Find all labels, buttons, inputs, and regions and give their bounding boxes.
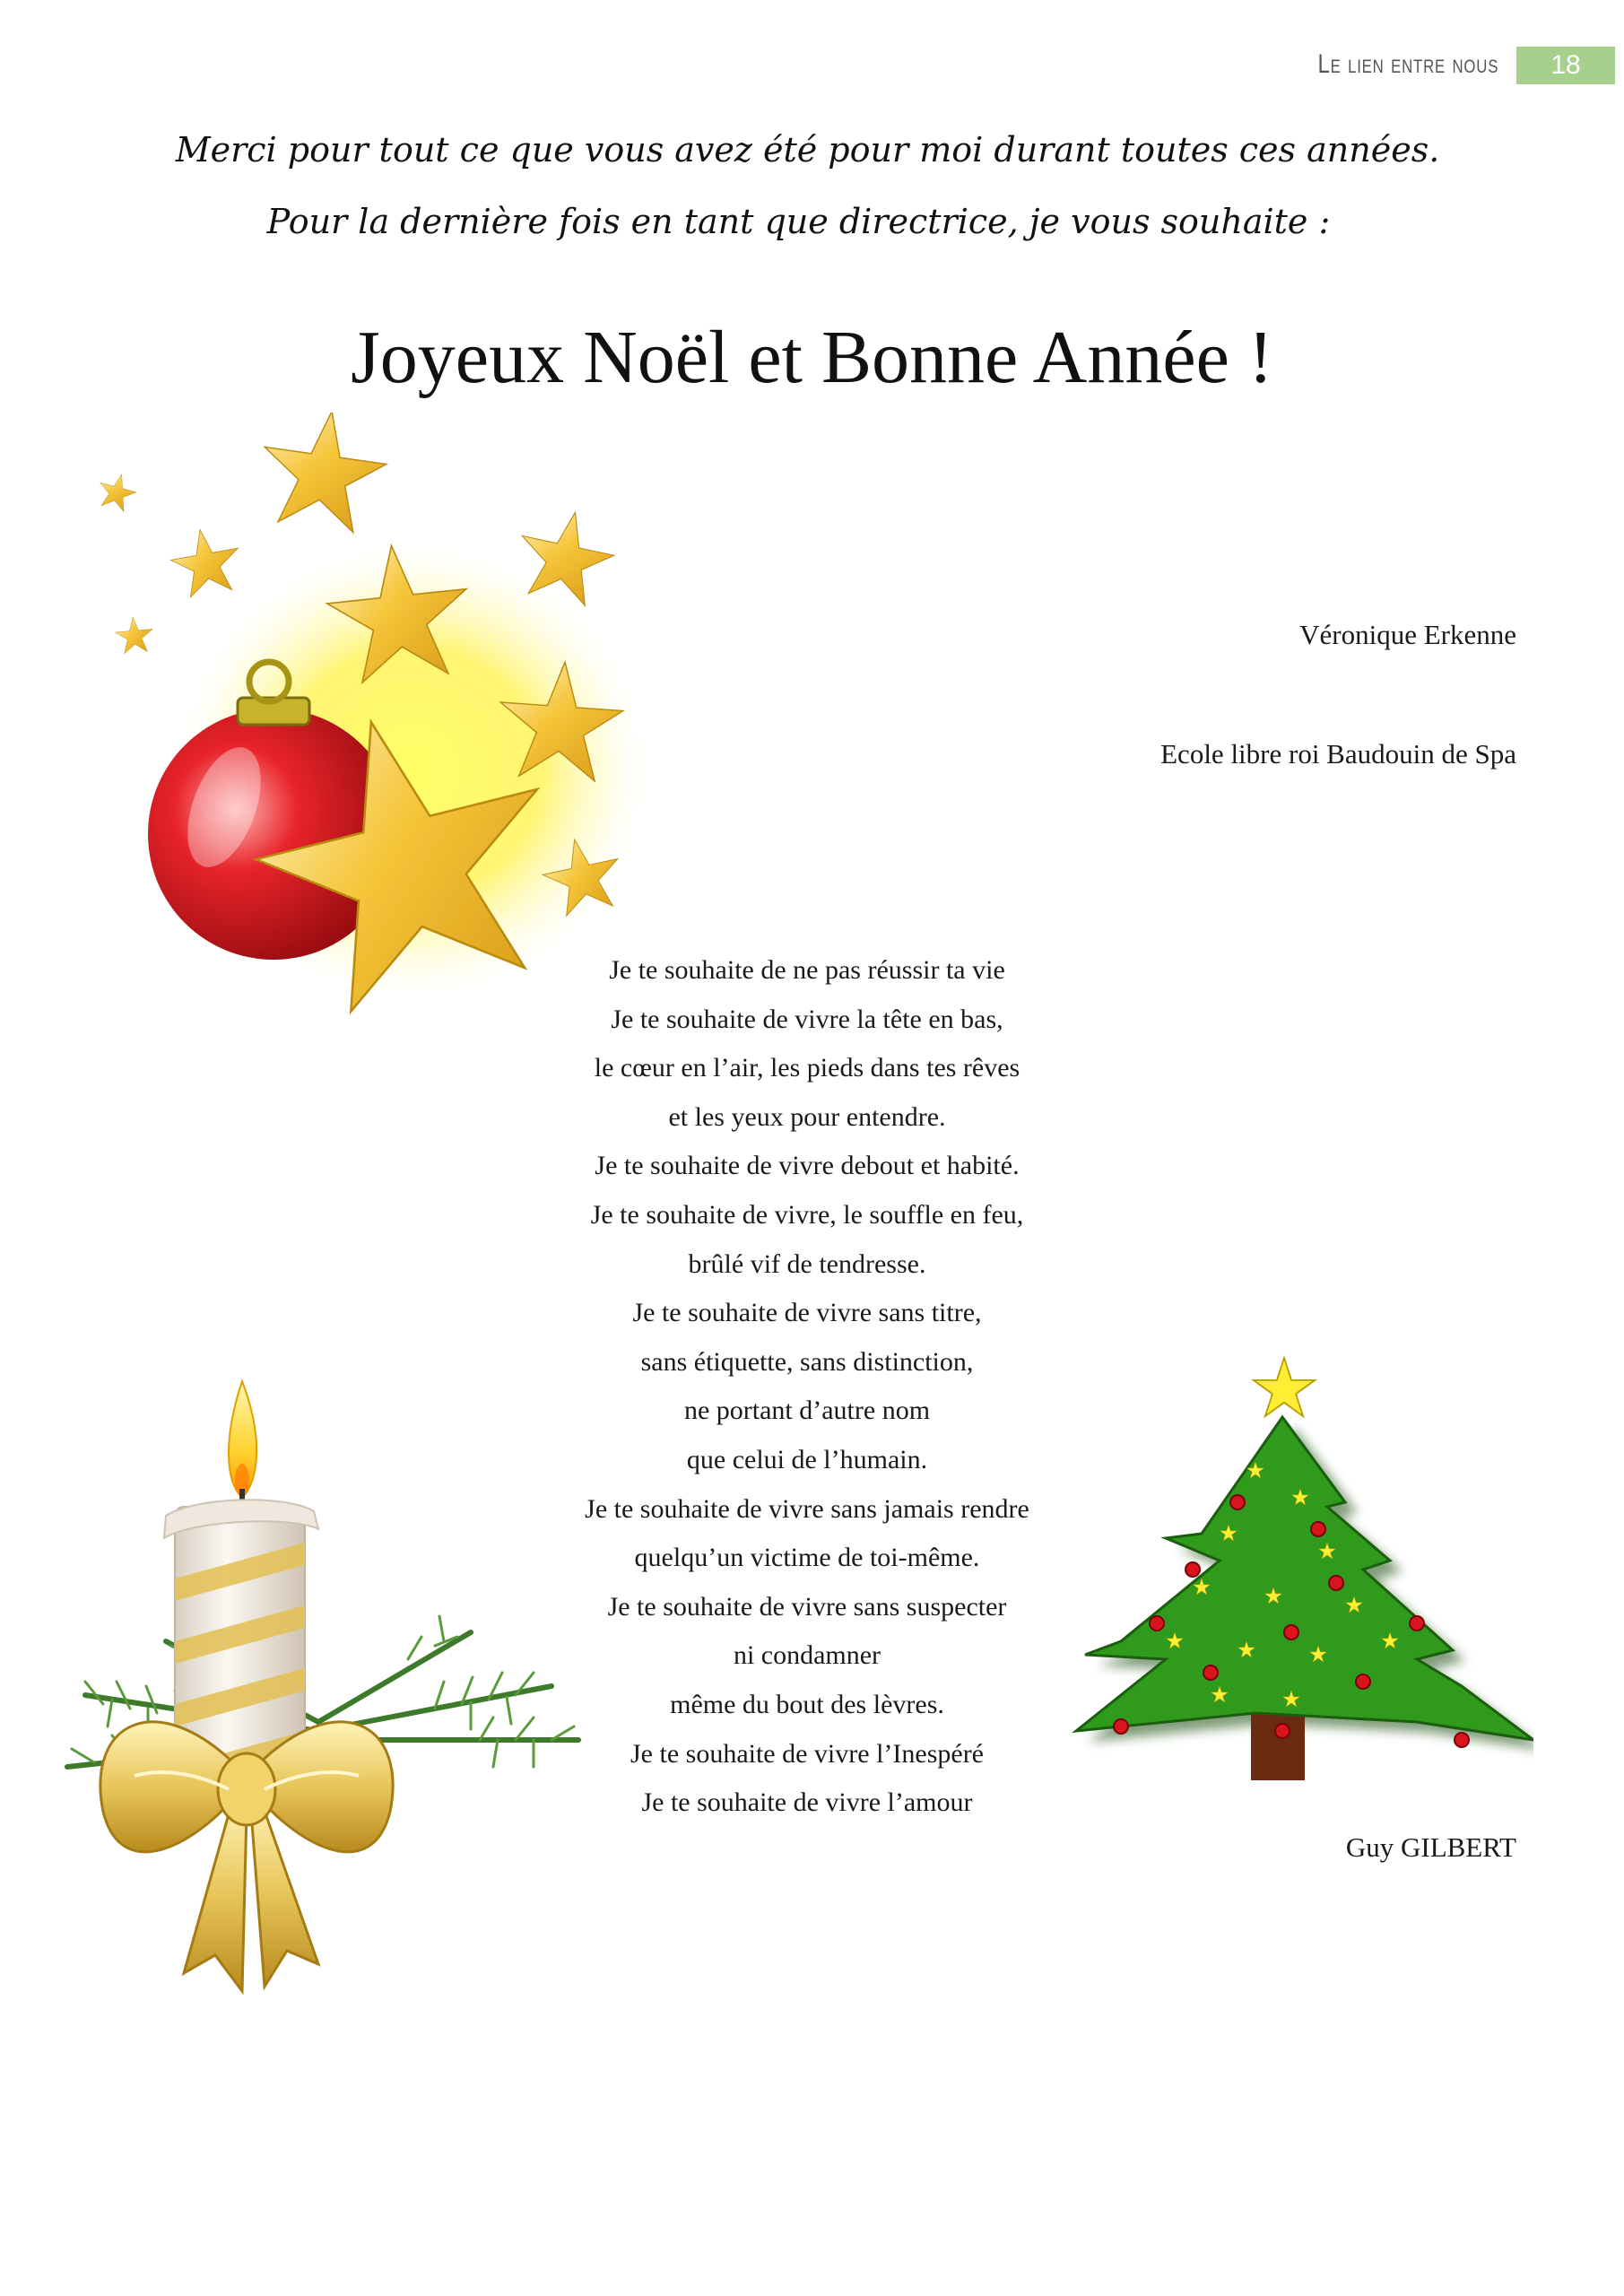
poem-line: brûlé vif de tendresse. (688, 1248, 926, 1279)
intro-line-2: Pour la dernière fois en tant que directrice, je vous souhaite : (266, 202, 1331, 241)
poem-line: et les yeux pour entendre. (668, 1101, 946, 1132)
signature-name: Véronique Erkenne (1299, 619, 1516, 650)
poem-line: ne portant d’autre nom (683, 1396, 931, 1426)
poem-line: que celui de l’humain. (686, 1444, 928, 1474)
poem-line: même du bout des lèvres. (670, 1689, 944, 1719)
poem-line: ni condamner (733, 1640, 881, 1671)
poem (493, 946, 1121, 1828)
poem-line: quelqu’un victime de toi-même. (634, 1543, 980, 1573)
signature-school: Ecole libre roi Baudouin de Spa (1160, 738, 1516, 770)
page-number: 18 (1516, 47, 1615, 84)
poem-line: sans étiquette, sans distinction, (640, 1346, 974, 1377)
poem-line: Je te souhaite de vivre sans titre, (632, 1298, 982, 1328)
poem-line: Je te souhaite de vivre l’Inespéré (630, 1738, 984, 1769)
poem-line: Je te souhaite de vivre sans suspecter (607, 1591, 1007, 1622)
christmas-tree-illustration (1067, 1345, 1533, 1785)
poem-line: Je te souhaite de vivre debout et habité. (595, 1151, 1020, 1181)
poem-line: Je te souhaite de vivre la tête en bas, (611, 1004, 1003, 1034)
poem-author: Guy GILBERT (1345, 1831, 1516, 1863)
poem-line: Je te souhaite de vivre sans jamais rendre (585, 1493, 1029, 1524)
poem-line: le cœur en l’air, les pieds dans tes rêves (594, 1053, 1020, 1083)
greeting-title: Joyeux Noël et Bonne Année ! (351, 316, 1273, 399)
poem-line: Je te souhaite de vivre, le souffle en feu, (590, 1199, 1024, 1230)
poem-line: Je te souhaite de vivre l’amour (641, 1787, 973, 1818)
header-label: Le lien entre nous (1317, 49, 1498, 79)
poem-line: Je te souhaite de ne pas réussir ta vie (609, 955, 1005, 985)
intro-line-1: Merci pour tout ce que vous avez été pour moi durant toutes ces années. (175, 130, 1440, 170)
